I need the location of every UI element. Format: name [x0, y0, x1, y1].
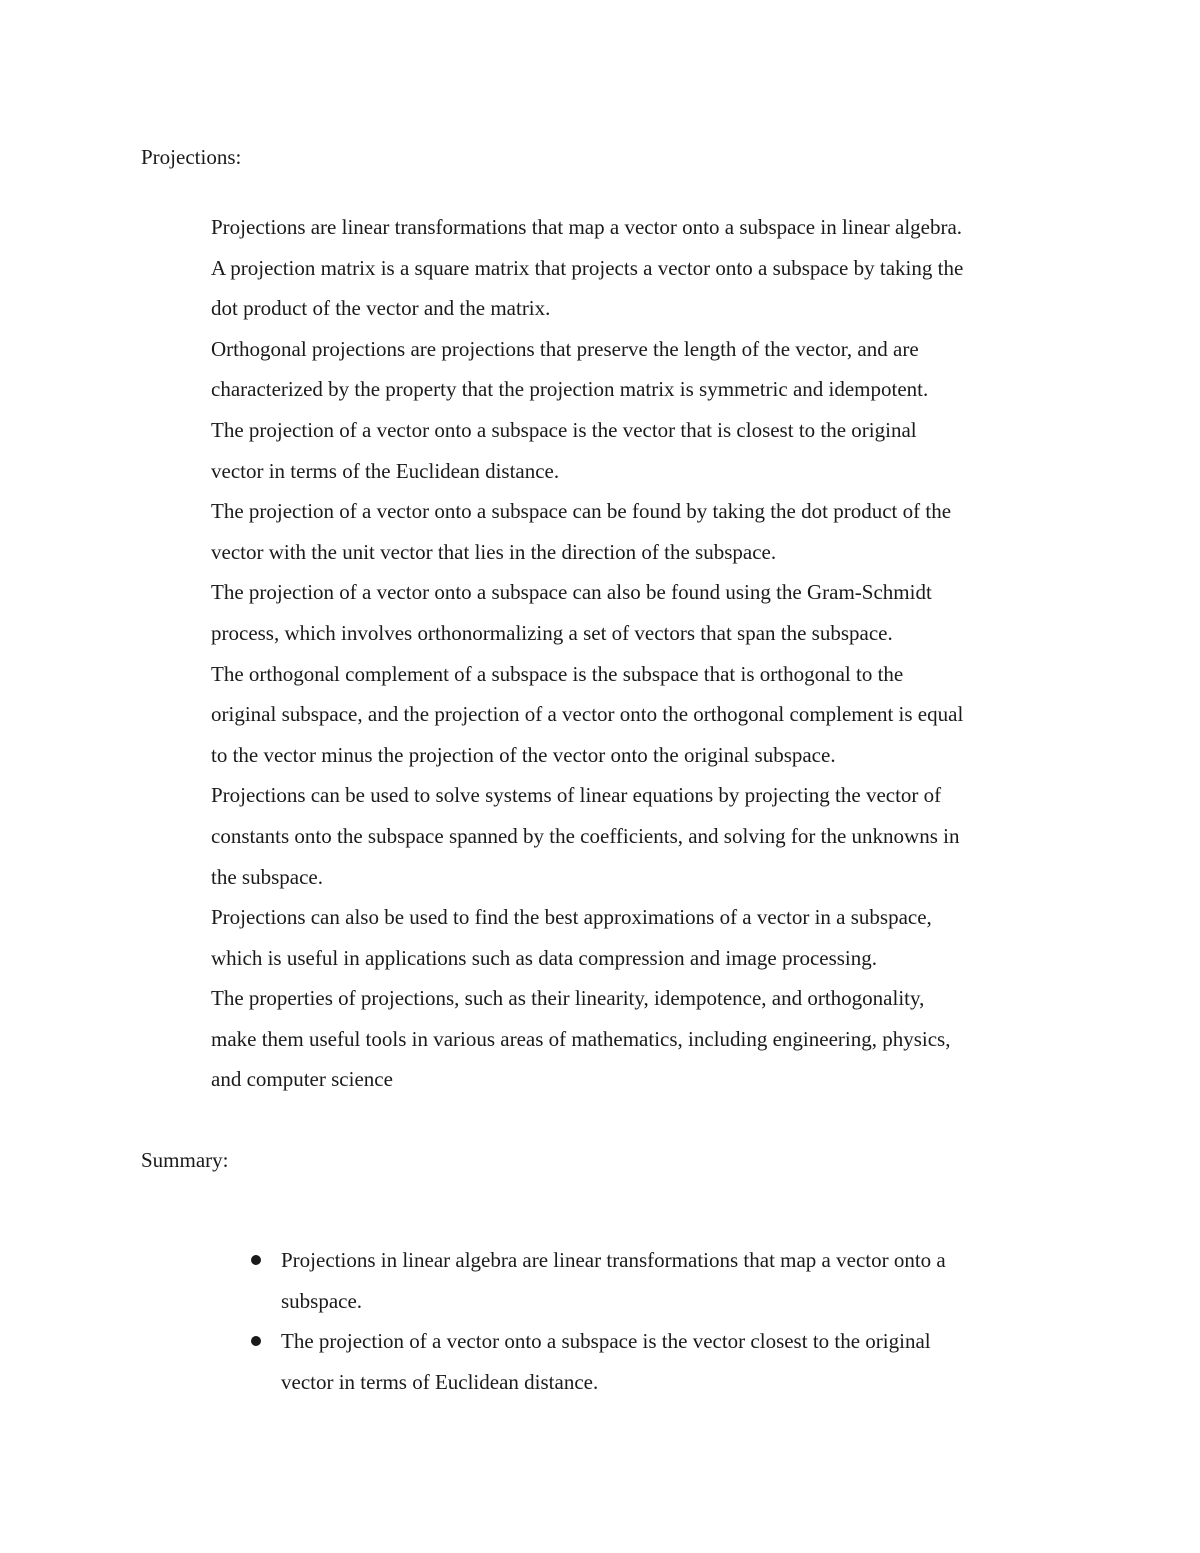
body-text-line: The projection of a vector onto a subspace can be found by taking the dot product of the [211, 499, 952, 524]
body-text-line: The properties of projections, such as their linearity, idempotence, and orthogonality, [211, 986, 925, 1011]
bullet-dot-icon [251, 1336, 261, 1346]
summary-heading: Summary: [141, 1148, 229, 1172]
body-text-line: Projections can be used to solve systems of linear equations by projecting the vector of [211, 783, 942, 808]
body-text-line: dot product of the vector and the matrix. [211, 296, 551, 321]
body-text-line: to the vector minus the projection of the vector onto the original subspace. [211, 742, 836, 767]
summary-bullet-text-line: subspace. [281, 1288, 363, 1313]
summary-bullet-text-line: The projection of a vector onto a subspace is the vector closest to the original [281, 1329, 931, 1354]
summary-bullet-text-line: Projections in linear algebra are linear transformations that map a vector onto a [281, 1248, 946, 1272]
body-text-line: The projection of a vector onto a subspace can also be found using the Gram-Schmidt [211, 580, 932, 605]
body-text-line: make them useful tools in various areas of mathematics, including engineering, physics, [211, 1026, 951, 1051]
projections-body [211, 213, 1091, 1106]
body-text-line: vector with the unit vector that lies in the direction of the subspace. [211, 539, 777, 564]
body-text-line: Orthogonal projections are projections that preserve the length of the vector, and are [211, 336, 919, 361]
projections-heading: Projections: [141, 145, 242, 169]
summary-bullet-item [246, 1246, 1066, 1327]
summary-bullet-text-line: vector in terms of Euclidean distance. [281, 1369, 599, 1394]
summary-bullet-item [246, 1327, 1066, 1408]
body-text-line: constants onto the subspace spanned by the coefficients, and solving for the unknowns in [211, 823, 960, 848]
body-text-line: the subspace. [211, 864, 323, 889]
body-text-line: Projections can also be used to find the best approximations of a vector in a subspace, [211, 905, 932, 930]
body-text-line: A projection matrix is a square matrix that projects a vector onto a subspace by taking the [211, 255, 964, 280]
body-text-line: and computer science [211, 1067, 393, 1092]
summary-bullet-list [246, 1246, 1066, 1408]
body-text-line: The projection of a vector onto a subspace is the vector that is closest to the original [211, 417, 917, 442]
bullet-dot-icon [251, 1255, 261, 1265]
body-text-line: process, which involves orthonormalizing a set of vectors that span the subspace. [211, 620, 893, 645]
body-text-line: The orthogonal complement of a subspace is the subspace that is orthogonal to the [211, 661, 904, 686]
body-text-line: Projections are linear transformations that map a vector onto a subspace in linear algebra. [211, 215, 963, 239]
body-text-line: characterized by the property that the projection matrix is symmetric and idempotent. [211, 377, 929, 402]
body-text-line: vector in terms of the Euclidean distance. [211, 458, 560, 483]
body-text-line: original subspace, and the projection of a vector onto the orthogonal complement is equal [211, 702, 964, 727]
body-text-line: which is useful in applications such as data compression and image processing. [211, 945, 878, 970]
